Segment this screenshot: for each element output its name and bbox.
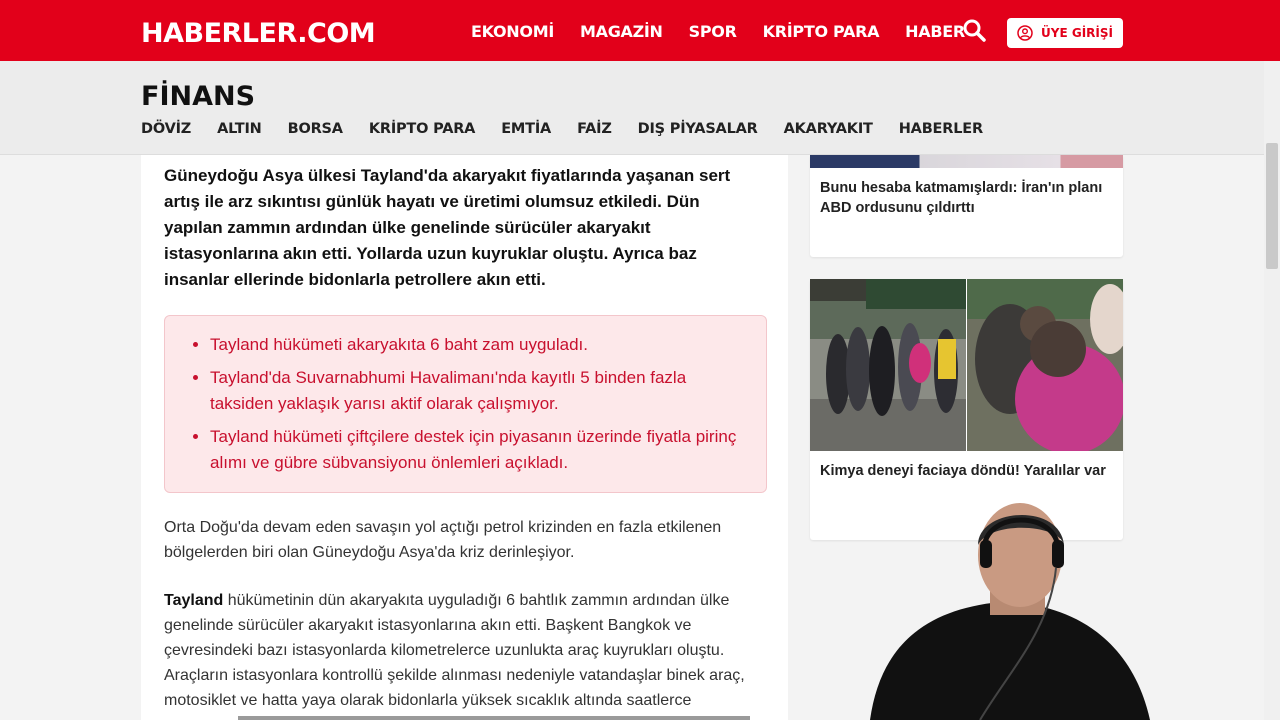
article-paragraph-text: hükümetinin dün akaryakıta uyguladığı 6 bahtlık zammın ardından ülke genelinde sürücüler akaryakıt istasyonlarına akın etti. Başkent Bangkok ve çevresindeki bazı istasyonlarda kilometrelerce uzunlukta araç kuyrukları oluştu. Araçların istasyonlara kontrollü şekilde alınması nedeniyle vatandaşlar binek araç, motosiklet ve hatta yaya olarak bidonlarla yüksek sıcaklık altında saatlerce: [164, 592, 745, 709]
news-thumbnail: [810, 155, 1123, 168]
search-icon[interactable]: [962, 18, 988, 44]
login-label: ÜYE GİRİŞİ: [1041, 26, 1113, 40]
summary-item: • Tayland'da Suvarnabhumi Havalimanı'nda kayıtlı 5 binden fazla taksiden yaklaşık yarısı aktif olarak çalışmıyor.: [210, 365, 746, 417]
webcam-overlay: [860, 490, 1160, 720]
main-nav: [471, 22, 991, 41]
overlay-bar: [238, 716, 750, 720]
subnav-haberler[interactable]: HABERLER: [898, 121, 983, 137]
subnav-altin[interactable]: ALTIN: [217, 121, 262, 137]
news-photo: [810, 279, 1123, 451]
related-news-card[interactable]: [810, 155, 1123, 257]
top-header: [0, 0, 1280, 61]
subnav-akaryakit[interactable]: AKARYAKIT: [783, 121, 873, 137]
related-news-title[interactable]: Bunu hesaba katmamışlardı: İran'ın planı ABD ordusunu çıldırttı: [820, 180, 1103, 216]
nav-magazine[interactable]: MAGAZİN: [579, 22, 663, 41]
nav-sports[interactable]: SPOR: [688, 22, 737, 41]
summary-item: • Tayland hükümeti çiftçilere destek için piyasanın üzerinde fiyatla pirinç alımı ve gübre sübvansiyonu önlemleri açıkladı.: [210, 424, 746, 476]
subnav-dis-piyasalar[interactable]: DIŞ PİYASALAR: [637, 121, 758, 137]
section-nav: [141, 121, 1009, 137]
subnav-faiz[interactable]: FAİZ: [577, 121, 612, 137]
article-paragraph: Orta Doğu'da devam eden savaşın yol açtığı petrol krizinden en fazla etkilenen bölgelerden biri olan Güneydoğu Asya'da kriz derinleşiyor.: [164, 519, 722, 561]
article-paragraph: [164, 588, 764, 713]
site-logo[interactable]: HABERLER.COM: [141, 18, 376, 49]
subnav-doviz[interactable]: DÖVİZ: [141, 121, 192, 137]
user-icon: [1017, 25, 1033, 41]
nav-crypto[interactable]: KRİPTO PARA: [762, 22, 880, 41]
summary-box: [164, 315, 767, 493]
subnav-borsa[interactable]: BORSA: [287, 121, 343, 137]
summary-item: • Tayland hükümeti akaryakıta 6 baht zam uyguladı.: [210, 332, 746, 358]
login-button[interactable]: [1007, 18, 1123, 48]
nav-news[interactable]: HABER: [905, 22, 965, 41]
subnav-kripto[interactable]: KRİPTO PARA: [368, 121, 476, 137]
article-keyword: Tayland: [164, 592, 224, 609]
article-lead: Güneydoğu Asya ülkesi Tayland'da akaryakıt fiyatlarında yaşanan sert artış ile arz sıkıntısı günlük hayatı ve üretimi olumsuz etkiledi. Dün yapılan zammın ardından ülke genelinde sürücüler akaryakıt istasyonlarına akın etti. Yollarda uzun kuyruklar oluştu. Ayrıca baz insanlar ellerinde bidonlarla petrollere akın etti.: [164, 166, 731, 289]
section-title[interactable]: FİNANS: [141, 81, 256, 112]
scrollbar-thumb[interactable]: [1266, 143, 1278, 269]
section-header: [0, 61, 1264, 155]
article-body: [141, 155, 788, 720]
related-news-title[interactable]: Kimya deneyi faciaya döndü! Yaralılar var: [820, 463, 1106, 479]
subnav-emtia[interactable]: EMTİA: [501, 121, 552, 137]
nav-economy[interactable]: EKONOMİ: [471, 22, 554, 41]
